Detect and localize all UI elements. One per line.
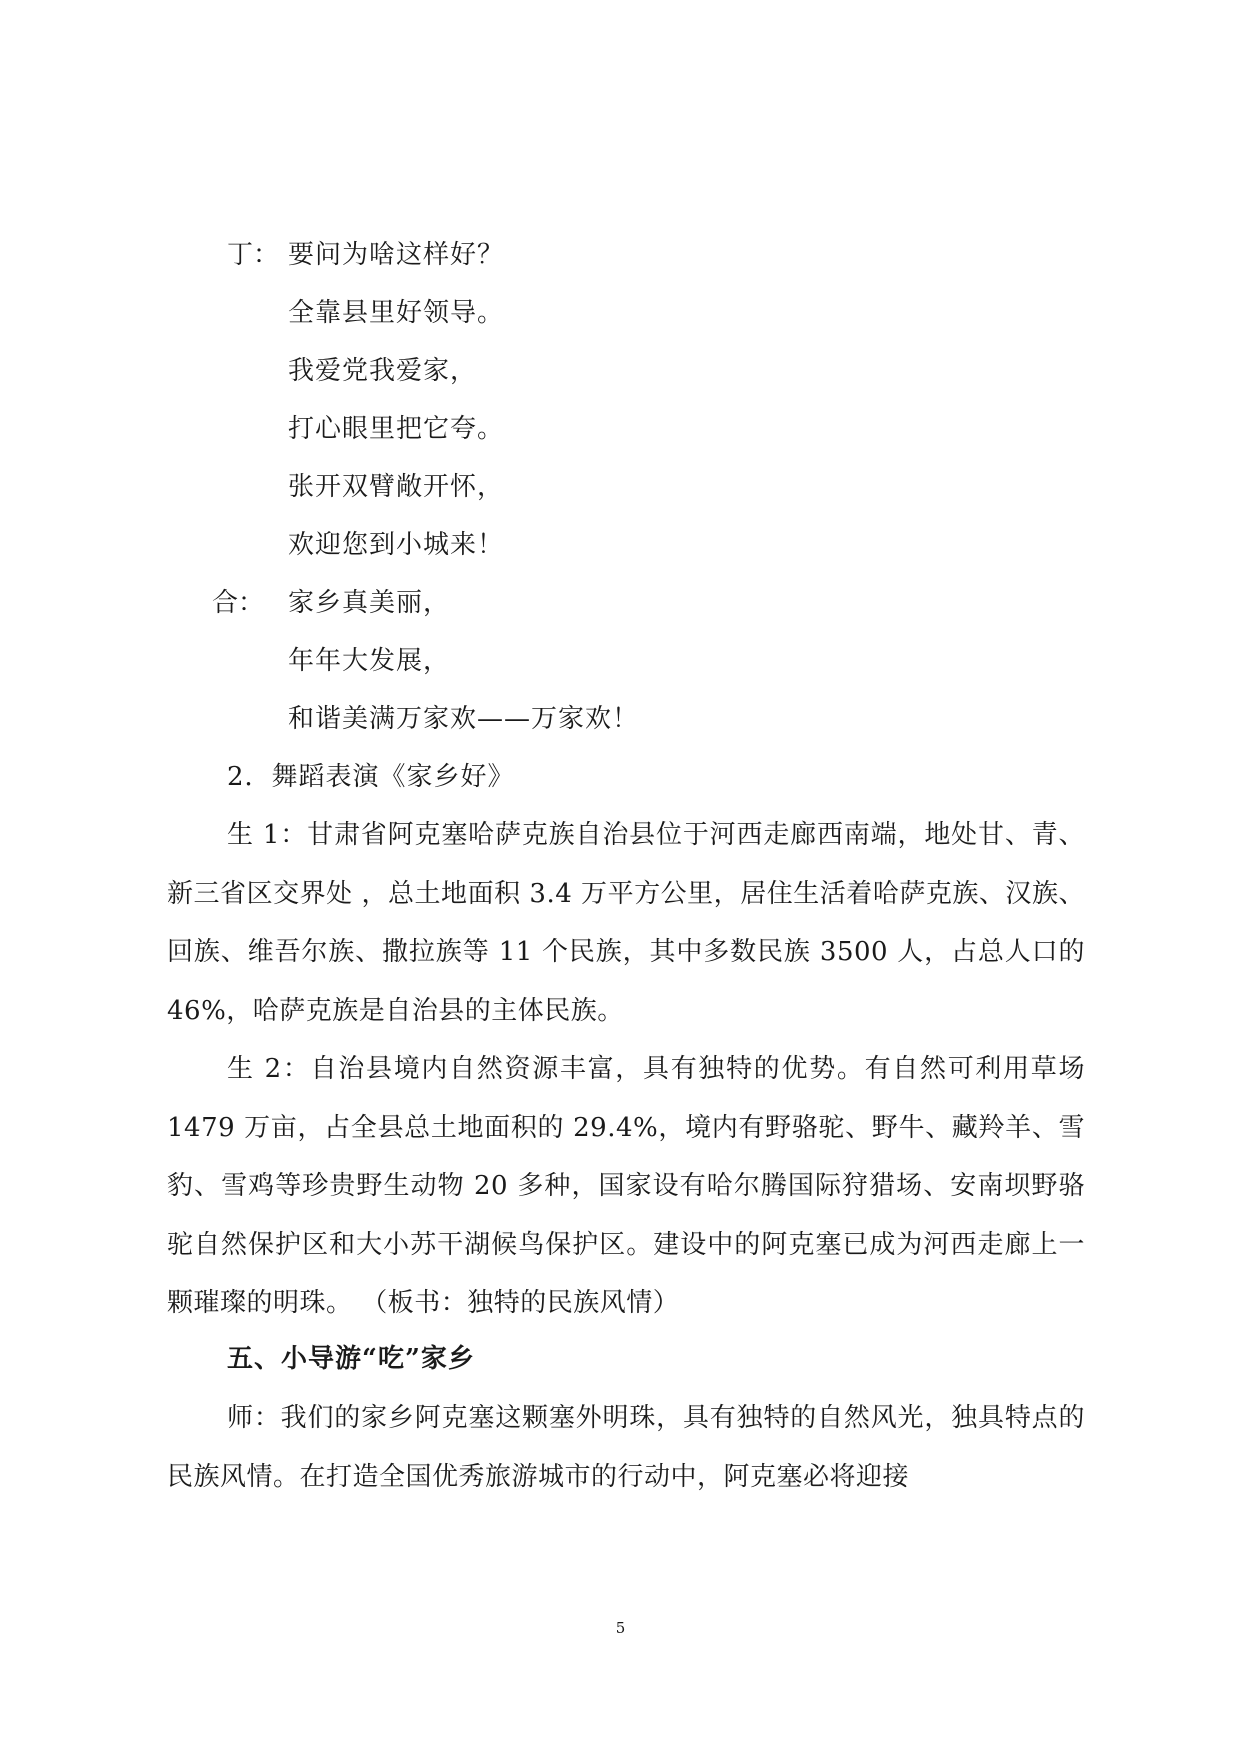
verse-line: 家乡真美丽， [288,588,451,618]
paragraph-student-2: 生 2：自治县境内自然资源丰富，具有独特的优势。有自然可利用草场 1479 万亩，占全县总土地面积的 29.4%，境内有野骆驼、野牛、藏羚羊、雪豹、雪鸡等珍贵野生动物 20 多种，国家设有哈尔腾国际狩猎场、安南坝野骆驼自然保护区和大小苏干湖候鸟保护区。建设中的阿克塞已成为河西走廊上一颗璀璨的明珠。 （板书：独特的民族风情） [167,1054,1085,1318]
paragraph-student-1: 生 1：甘肃省阿克塞哈萨克族自治县位于河西走廊西南端，地处甘、青、新三省区交界处 ，总土地面积 3.4 万平方公里，居住生活着哈萨克族、汉族、回族、维吾尔族、撒拉族等 11 个民族，其中多数民族 3500 人，占总人口的 46%，哈萨克族是自治县的主体民族。 [167,820,1085,1026]
verse-line: 和谐美满万家欢——万家欢！ [288,704,640,734]
verse-line: 全靠县里好领导。 [288,298,505,328]
speaker-together: 合： [212,588,265,618]
section-5-heading: 五、小导游“吃”家乡 [227,1344,475,1374]
speaker-ding: 丁： [227,240,280,270]
verse-line: 欢迎您到小城来！ [288,530,505,560]
paragraph-teacher: 师：我们的家乡阿克塞这颗塞外明珠，具有独特的自然风光，独具特点的民族风情。在打造全国优秀旅游城市的行动中，阿克塞必将迎接 [167,1403,1085,1492]
verse-line: 要问为啥这样好？ [288,240,505,270]
verse-line: 年年大发展， [288,646,451,676]
item-2-title: 2．舞蹈表演《家乡好》 [227,762,515,792]
verse-line: 张开双臂敞开怀， [288,472,505,502]
verse-line: 我爱党我爱家， [288,356,478,386]
page-number: 5 [615,1619,626,1637]
verse-line: 打心眼里把它夸。 [288,414,505,444]
